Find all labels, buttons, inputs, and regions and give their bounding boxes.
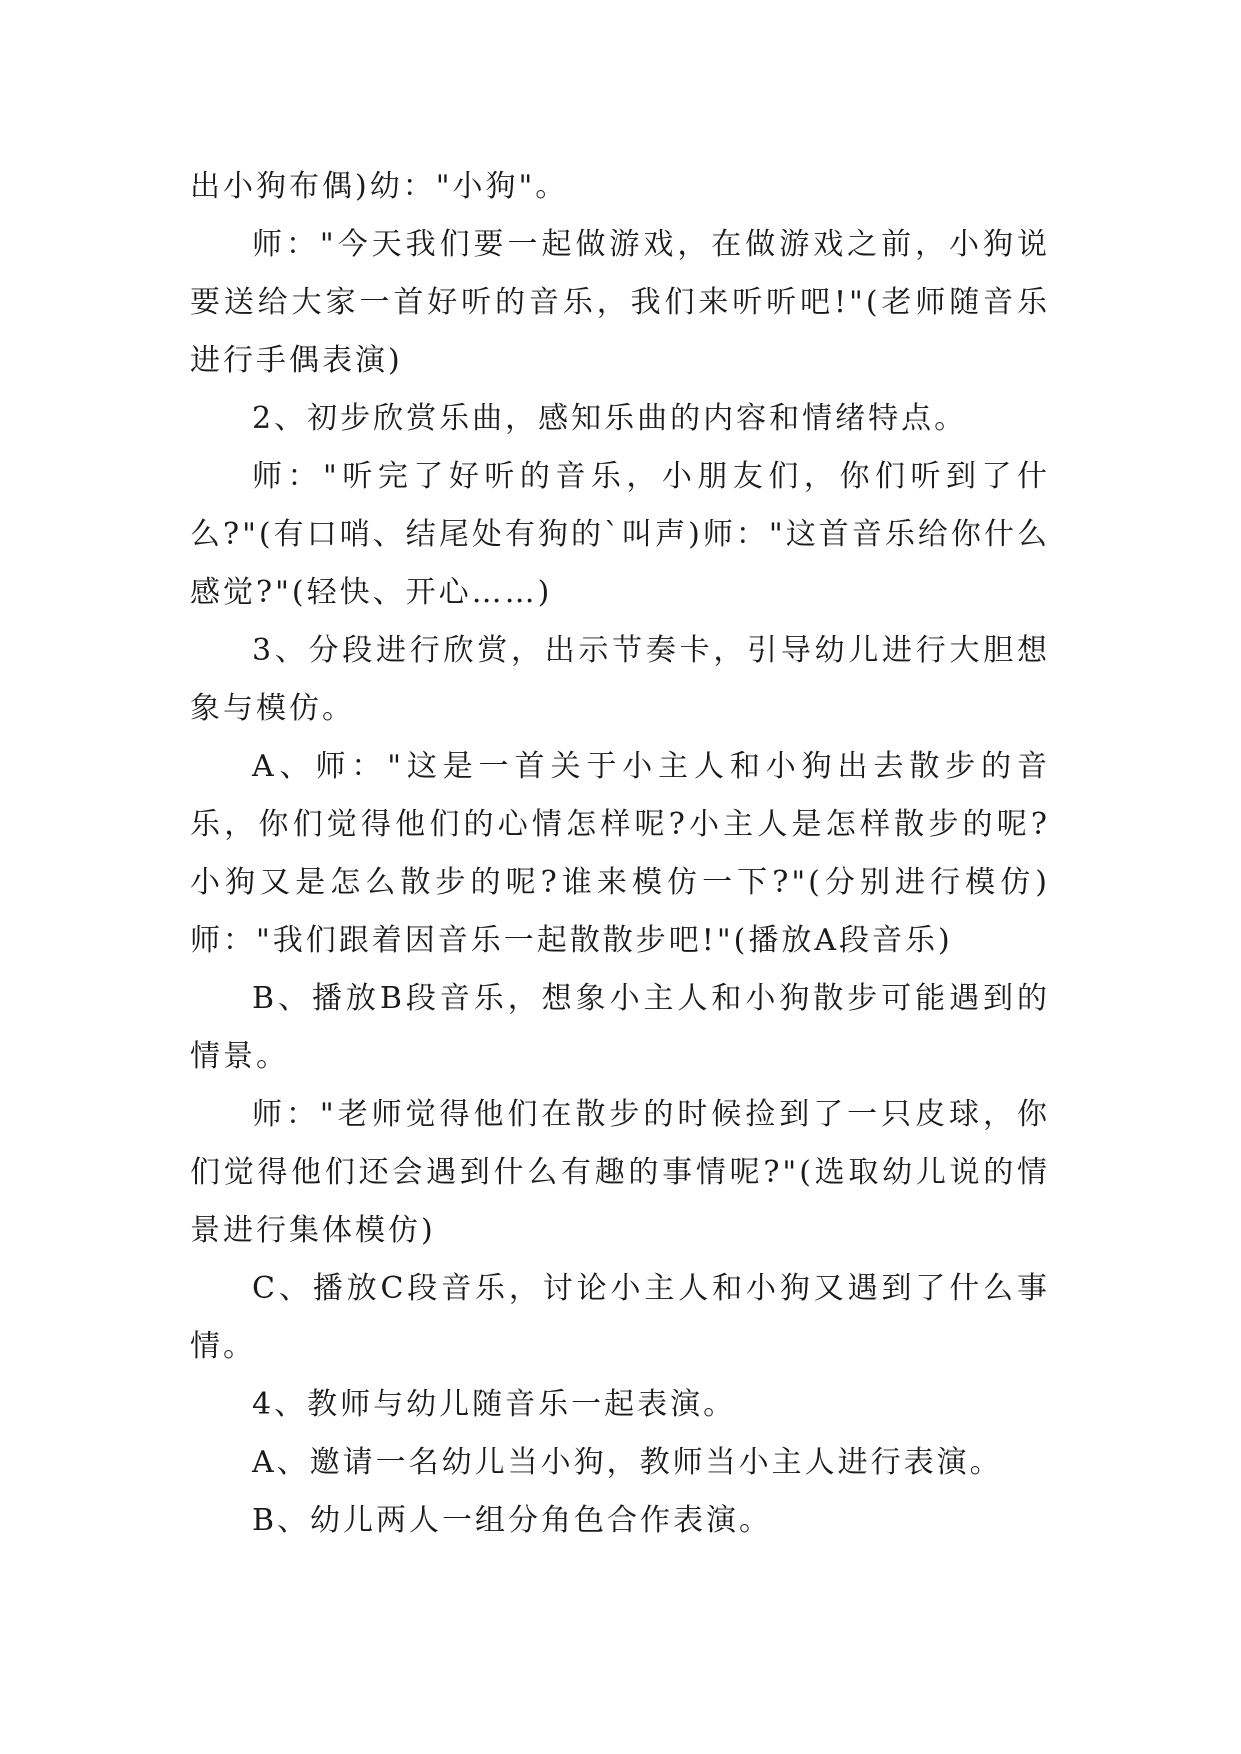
paragraph-teacher-ball: 师："老师觉得他们在散步的时候捡到了一只皮球，你们觉得他们还会遇到什么有趣的事情呢?"(选取幼儿说的情景进行集体模仿) (190, 1097, 1050, 1248)
paragraph-step-4: 4、教师与幼儿随音乐一起表演。 (252, 1387, 737, 1422)
paragraph-teacher-question: 师："听完了好听的音乐，小朋友们，你们听到了什么?"(有口哨、结尾处有狗的`叫声)师："这首音乐给你什么感觉?"(轻快、开心……) (190, 459, 1050, 610)
paragraph-step-4-a: A、邀请一名幼儿当小狗，教师当小主人进行表演。 (252, 1445, 1003, 1480)
paragraph-section-c: C、播放C段音乐，讨论小主人和小狗又遇到了什么事情。 (190, 1271, 1050, 1364)
paragraph-section-b: B、播放B段音乐，想象小主人和小狗散步可能遇到的情景。 (190, 981, 1050, 1074)
paragraph-step-3: 3、分段进行欣赏，出示节奏卡，引导幼儿进行大胆想象与模仿。 (190, 633, 1050, 726)
paragraph-step-2: 2、初步欣赏乐曲，感知乐曲的内容和情绪特点。 (252, 401, 968, 436)
paragraph-teacher-intro: 师："今天我们要一起做游戏，在做游戏之前，小狗说要送给大家一首好听的音乐，我们来听听吧!"(老师随音乐进行手偶表演) (190, 227, 1050, 378)
paragraph-continuation: 出小狗布偶)幼："小狗"。 (190, 169, 569, 204)
document-body (190, 158, 1050, 1550)
paragraph-step-4-b: B、幼儿两人一组分角色合作表演。 (252, 1503, 773, 1538)
paragraph-section-a: A、师："这是一首关于小主人和小狗出去散步的音乐，你们觉得他们的心情怎样呢?小主人是怎样散步的呢?小狗又是怎么散步的呢?谁来模仿一下?"(分别进行模仿)师："我们跟着因音乐一起散散步吧!"(播放A段音乐) (190, 749, 1050, 958)
